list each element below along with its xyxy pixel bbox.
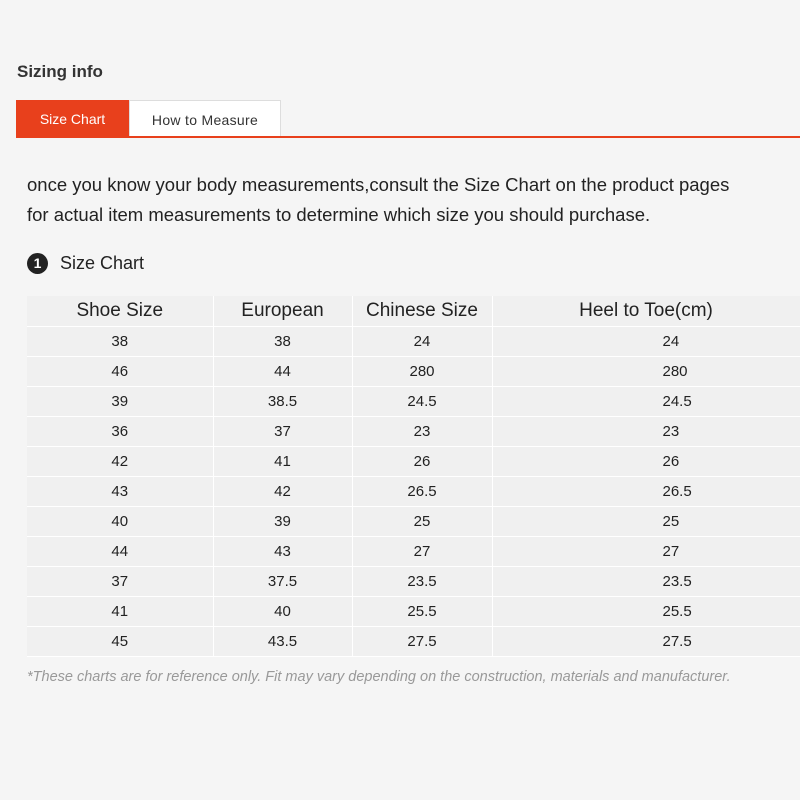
cell-shoe-size: 44 [27, 537, 213, 567]
cell-heel-to-toe: 280 [492, 357, 800, 387]
size-chart-table [27, 296, 800, 657]
cell-shoe-size: 42 [27, 447, 213, 477]
table-row [27, 417, 800, 447]
cell-heel-to-toe: 23 [492, 417, 800, 447]
cell-chinese-size: 23.5 [352, 567, 492, 597]
cell-chinese-size: 23 [352, 417, 492, 447]
page-title: Sizing info [17, 62, 103, 81]
cell-european: 37 [213, 417, 352, 447]
size-chart-section-title [27, 250, 144, 276]
cell-european: 44 [213, 357, 352, 387]
tab-bar [16, 100, 800, 138]
cell-shoe-size: 46 [27, 357, 213, 387]
table-row [27, 627, 800, 657]
cell-heel-to-toe: 24.5 [492, 387, 800, 417]
table-row [27, 477, 800, 507]
tab-how-to-measure[interactable]: How to Measure [129, 100, 281, 136]
cell-chinese-size: 280 [352, 357, 492, 387]
step-number-badge: 1 [27, 253, 48, 274]
cell-european: 39 [213, 507, 352, 537]
cell-chinese-size: 24 [352, 327, 492, 357]
cell-shoe-size: 37 [27, 567, 213, 597]
table-row [27, 357, 800, 387]
cell-shoe-size: 39 [27, 387, 213, 417]
cell-chinese-size: 25.5 [352, 597, 492, 627]
table-row [27, 597, 800, 627]
section-label: Size Chart [60, 252, 145, 273]
table-row [27, 447, 800, 477]
table-header-row [27, 296, 800, 327]
cell-european: 40 [213, 597, 352, 627]
cell-heel-to-toe: 23.5 [492, 567, 800, 597]
cell-european: 38.5 [213, 387, 352, 417]
cell-shoe-size: 36 [27, 417, 213, 447]
column-header-shoe-size: Shoe Size [27, 296, 213, 327]
cell-heel-to-toe: 25 [492, 507, 800, 537]
disclaimer-footnote: *These charts are for reference only. Fit may vary depending on the construction, materials and manufacturer. [27, 669, 731, 685]
cell-european: 43.5 [213, 627, 352, 657]
cell-shoe-size: 41 [27, 597, 213, 627]
table-row [27, 387, 800, 417]
cell-heel-to-toe: 24 [492, 327, 800, 357]
intro-text [27, 170, 797, 230]
tab-size-chart[interactable]: Size Chart [16, 100, 129, 136]
cell-heel-to-toe: 25.5 [492, 597, 800, 627]
cell-shoe-size: 45 [27, 627, 213, 657]
table-row [27, 567, 800, 597]
column-header-heel-to-toe: Heel to Toe(cm) [492, 296, 800, 327]
cell-heel-to-toe: 27 [492, 537, 800, 567]
cell-chinese-size: 25 [352, 507, 492, 537]
cell-chinese-size: 24.5 [352, 387, 492, 417]
table-row [27, 327, 800, 357]
table-row [27, 537, 800, 567]
intro-line-2: for actual item measurements to determine which size you should purchase. [27, 204, 651, 225]
column-header-european: European [213, 296, 352, 327]
table-row [27, 507, 800, 537]
cell-shoe-size: 43 [27, 477, 213, 507]
cell-chinese-size: 27.5 [352, 627, 492, 657]
cell-european: 42 [213, 477, 352, 507]
cell-european: 37.5 [213, 567, 352, 597]
cell-heel-to-toe: 26.5 [492, 477, 800, 507]
cell-heel-to-toe: 26 [492, 447, 800, 477]
cell-chinese-size: 26 [352, 447, 492, 477]
cell-shoe-size: 40 [27, 507, 213, 537]
cell-european: 38 [213, 327, 352, 357]
cell-chinese-size: 26.5 [352, 477, 492, 507]
cell-european: 43 [213, 537, 352, 567]
column-header-chinese-size: Chinese Size [352, 296, 492, 327]
cell-shoe-size: 38 [27, 327, 213, 357]
cell-european: 41 [213, 447, 352, 477]
intro-line-1: once you know your body measurements,consult the Size Chart on the product pages [27, 174, 730, 195]
cell-chinese-size: 27 [352, 537, 492, 567]
cell-heel-to-toe: 27.5 [492, 627, 800, 657]
